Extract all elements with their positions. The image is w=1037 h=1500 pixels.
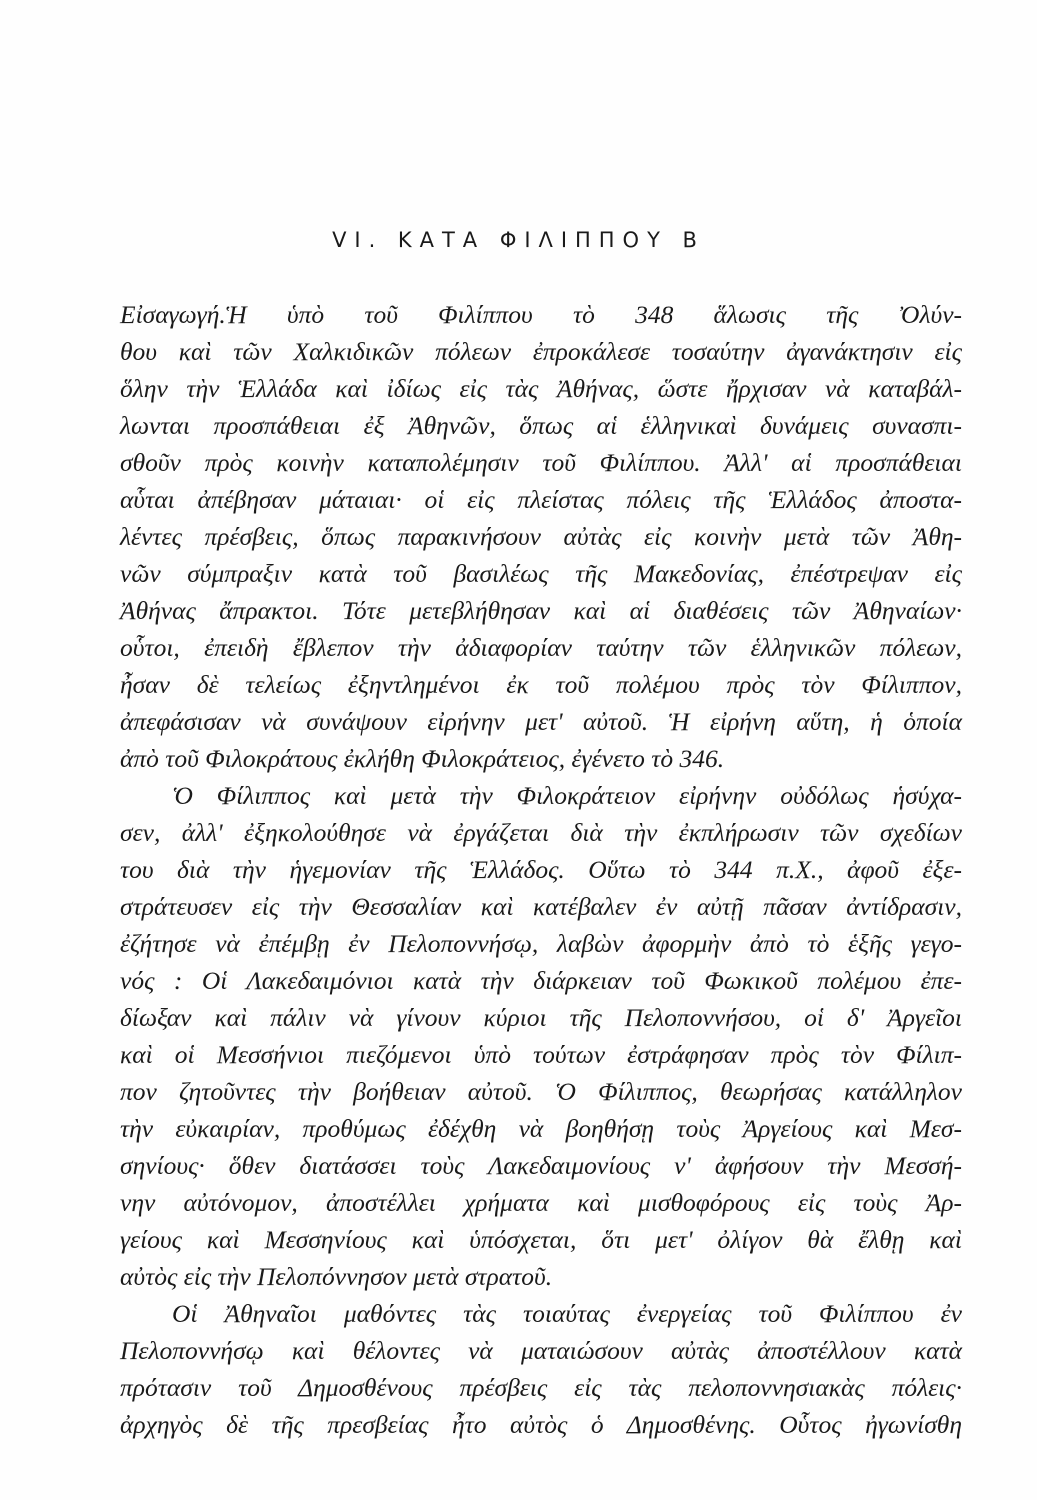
text-line: πρότασιν τοῦ Δημοσθένους πρέσβεις εἰς τὰς πελοποννησιακὰς πόλεις· xyxy=(120,1373,962,1402)
text-line: ὅλην τὴν Ἑλλάδα καὶ ἰδίως εἰς τὰς Ἀθήνας, ὥστε ἤρχισαν νὰ καταβάλ- xyxy=(120,374,962,403)
text-line: ἦσαν δὲ τελείως ἐξηντλημένοι ἐκ τοῦ πολέμου πρὸς τὸν Φίλιππον, xyxy=(120,670,962,699)
text-line: σεν, ἀλλ' ἐξηκολούθησε νὰ ἐργάζεται διὰ τὴν ἐκπλήρωσιν τῶν σχεδίων xyxy=(120,818,962,847)
text-line: του διὰ τὴν ἡγεμονίαν τῆς Ἑλλάδος. Οὕτω τὸ 344 π.Χ., ἀφοῦ ἐξε- xyxy=(120,855,962,884)
text-line: δίωξαν καὶ πάλιν νὰ γίνουν κύριοι τῆς Πελοποννήσου, οἱ δ' Ἀργεῖοι xyxy=(120,1003,962,1032)
text-line: νῶν σύμπραξιν κατὰ τοῦ βασιλέως τῆς Μακεδονίας, ἐπέστρεψαν εἰς xyxy=(120,559,962,588)
body-text xyxy=(120,296,962,1443)
text-line: ἐζήτησε νὰ ἐπέμβῃ ἐν Πελοποννήσῳ, λαβὼν ἀφορμὴν ἀπὸ τὸ ἑξῆς γεγο- xyxy=(120,929,962,958)
text-line: ἀπὸ τοῦ Φιλοκράτους ἐκλήθη Φιλοκράτειος, ἐγένετο τὸ 346. xyxy=(120,744,725,773)
text-line: Εἰσαγωγή.Ἡ ὑπὸ τοῦ Φιλίππου τὸ 348 ἅλωσις τῆς Ὀλύν- xyxy=(120,300,962,329)
text-line: Ἀθήνας ἄπρακτοι. Τότε μετεβλήθησαν καὶ αἱ διαθέσεις τῶν Ἀθηναίων· xyxy=(120,596,962,625)
text-line: σθοῦν πρὸς κοινὴν καταπολέμησιν τοῦ Φιλίππου. Ἀλλ' αἱ προσπάθειαι xyxy=(120,448,962,477)
text-line: Ὁ Φίλιππος καὶ μετὰ τὴν Φιλοκράτειον εἰρήνην οὐδόλως ἡσύχα- xyxy=(172,781,962,810)
text-line: ἀπεφάσισαν νὰ συνάψουν εἰρήνην μετ' αὐτοῦ. Ἡ εἰρήνη αὕτη, ἡ ὁποία xyxy=(120,707,962,736)
text-line: Οἱ Ἀθηναῖοι μαθόντες τὰς τοιαύτας ἐνεργείας τοῦ Φιλίππου ἐν xyxy=(172,1299,962,1328)
chapter-heading: VI. ΚΑΤΑ ΦΙΛΙΠΠΟΥ Β xyxy=(332,228,705,252)
text-line: νός : Οἱ Λακεδαιμόνιοι κατὰ τὴν διάρκειαν τοῦ Φωκικοῦ πολέμου ἐπε- xyxy=(120,966,962,995)
text-line: οὗτοι, ἐπειδὴ ἔβλεπον τὴν ἀδιαφορίαν ταύτην τῶν ἑλληνικῶν πόλεων, xyxy=(120,633,962,662)
text-line: αὗται ἀπέβησαν μάταιαι· οἱ εἰς πλείστας πόλεις τῆς Ἑλλάδος ἀποστα- xyxy=(120,485,962,514)
text-line: πον ζητοῦντες τὴν βοήθειαν αὐτοῦ. Ὁ Φίλιππος, θεωρήσας κατάλληλον xyxy=(120,1077,962,1106)
paragraph-athenian-embassy xyxy=(120,1295,962,1443)
text-line: θου καὶ τῶν Χαλκιδικῶν πόλεων ἐπροκάλεσε τοσαύτην ἀγανάκτησιν εἰς xyxy=(120,337,962,366)
paragraph-introduction xyxy=(120,296,962,777)
text-line: νην αὐτόνομον, ἀποστέλλει χρήματα καὶ μισθοφόρους εἰς τοὺς Ἀρ- xyxy=(120,1188,962,1217)
text-line: ἀρχηγὸς δὲ τῆς πρεσβείας ἦτο αὐτὸς ὁ Δημοσθένης. Οὗτος ἠγωνίσθη xyxy=(120,1410,962,1439)
text-line: σηνίους· ὅθεν διατάσσει τοὺς Λακεδαιμονίους ν' ἀφήσουν τὴν Μεσσή- xyxy=(120,1151,962,1180)
text-line: καὶ οἱ Μεσσήνιοι πιεζόμενοι ὑπὸ τούτων ἐστράφησαν πρὸς τὸν Φίλιπ- xyxy=(120,1040,962,1069)
text-line: τὴν εὐκαιρίαν, προθύμως ἐδέχθη νὰ βοηθήσῃ τοὺς Ἀργείους καὶ Μεσ- xyxy=(120,1114,962,1143)
text-line: γείους καὶ Μεσσηνίους καὶ ὑπόσχεται, ὅτι μετ' ὀλίγον θὰ ἔλθῃ καὶ xyxy=(120,1225,962,1254)
text-line: στράτευσεν εἰς τὴν Θεσσαλίαν καὶ κατέβαλεν ἐν αὐτῇ πᾶσαν ἀντίδρασιν, xyxy=(120,892,962,921)
text-line: λέντες πρέσβεις, ὅπως παρακινήσουν αὐτὰς εἰς κοινὴν μετὰ τῶν Ἀθη- xyxy=(120,522,962,551)
paragraph-philip-peloponnese xyxy=(120,777,962,1295)
text-line: Πελοποννήσῳ καὶ θέλοντες νὰ ματαιώσουν αὐτὰς ἀποστέλλουν κατὰ xyxy=(120,1336,962,1365)
text-line: λωνται προσπάθειαι ἐξ Ἀθηνῶν, ὅπως αἱ ἑλληνικαὶ δυνάμεις συνασπι- xyxy=(120,411,962,440)
text-line: αὐτὸς εἰς τὴν Πελοπόννησον μετὰ στρατοῦ. xyxy=(120,1262,553,1291)
